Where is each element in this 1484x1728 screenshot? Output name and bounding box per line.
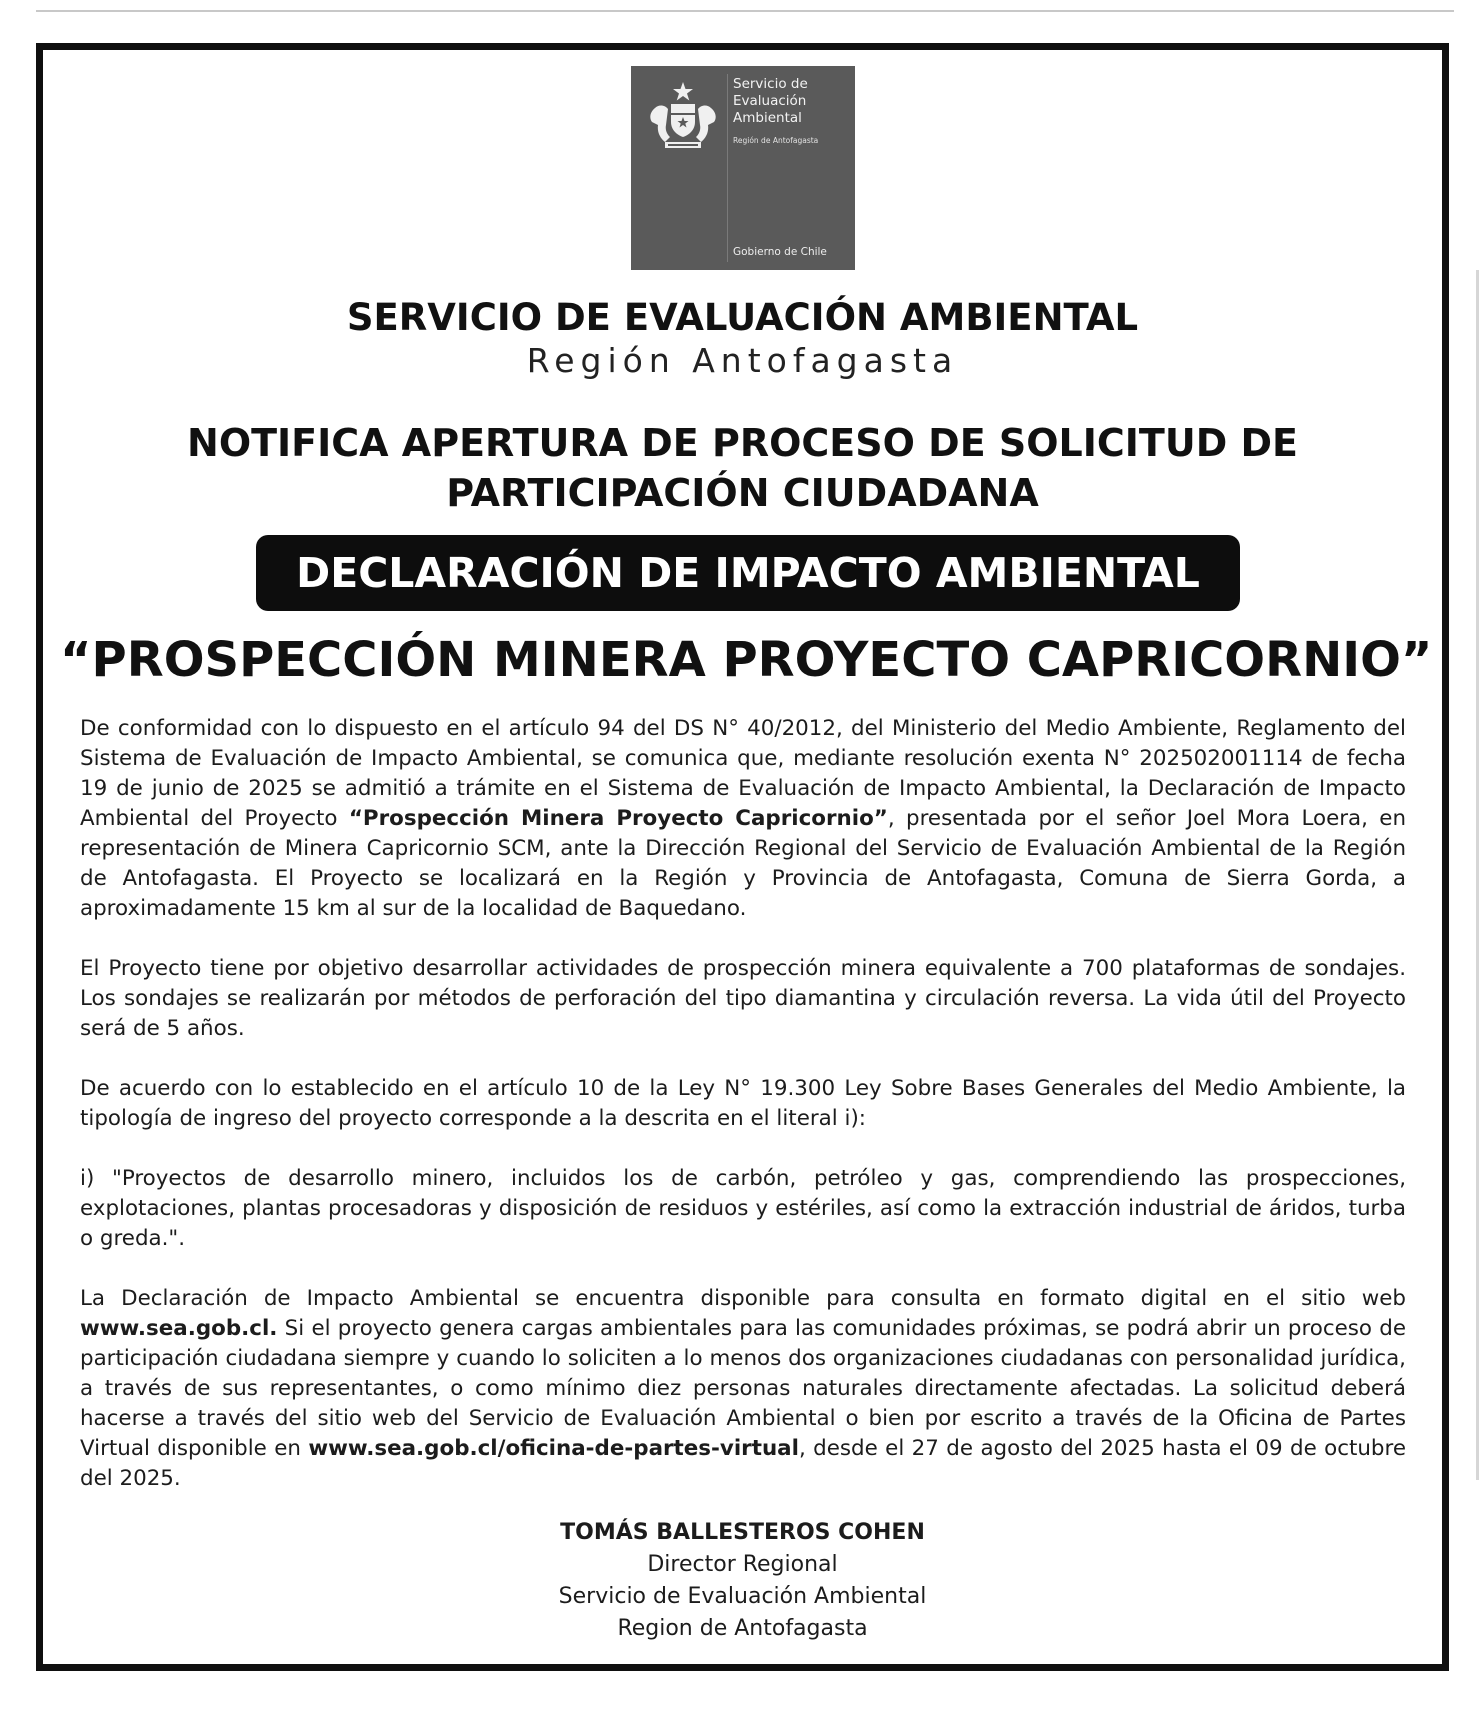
paragraph-admission-text-start: De conformidad con lo dispuesto en el artículo 94 del DS N° 40/2012, del Ministerio del Medio Ambiente, Reglamento del Sistema de Evaluación de Impacto Ambiental, se comunica que, mediante resolución exenta N° 202502001114 de fecha 19 de junio de 2025 se admitió a trámite en el Sistema de Evaluación de Impacto Ambiental, la Declaración de Impacto Ambiental del Proyecto: [80, 716, 1406, 831]
signatory-role: Director Regional: [647, 1552, 838, 1577]
signatory-region: Region de Antofagasta: [617, 1616, 868, 1641]
signature-block: [400, 1517, 1085, 1645]
logo-line-1: Servicio de: [733, 76, 808, 92]
paragraph-admission-text-end: , presentada por el señor Joel Mora Loera, en representación de Minera Capricornio SCM, ante la Dirección Regional del Servicio de Evaluación Ambiental de la Región de Antofagasta. El Proyecto se localizará en la Región y Provincia de Antofagasta, Comuna de Sierra Gorda, a aproximadamente 15 km al sur de la localidad de Baquedano.: [80, 806, 1407, 921]
logo-divider: [727, 74, 728, 262]
paragraph-admission: [80, 714, 1406, 924]
declaration-banner: DECLARACIÓN DE IMPACTO AMBIENTAL: [256, 535, 1240, 611]
top-divider: [36, 10, 1454, 12]
virtual-office-link[interactable]: www.sea.gob.cl/oficina-de-partes-virtual: [308, 1436, 799, 1461]
paragraph-availability: [80, 1284, 1406, 1494]
logo-wordmark: [733, 76, 851, 127]
paragraph-availability-text-middle: Si el proyecto genera cargas ambientales para las comunidades próximas, se podrá abrir un proceso de participación ciudadana siempre y cuando lo soliciten a lo menos dos organizaciones ciudadanas con personalidad jurídica, a través de sus representantes, o como mínimo diez personas naturales directamente afectadas. La solicitud deberá hacerse a través del sitio web del Servicio de Evaluación Ambiental o bien por escrito a través de la Oficina de Partes Virtual disponible en: [80, 1316, 1406, 1461]
paragraph-objective: El Proyecto tiene por objetivo desarrollar actividades de prospección minera equivalente a 700 plataformas de sondajes. Los sondajes se realizarán por métodos de perforación del tipo diamantina y circulación reversa. La vida útil del Proyecto será de 5 años.: [80, 956, 1406, 1041]
project-name-bold: “Prospección Minera Proyecto Capricornio”: [348, 806, 888, 831]
logo-government: Gobierno de Chile: [733, 246, 827, 258]
paragraph-availability-text-start: La Declaración de Impacto Ambiental se encuentra disponible para consulta en formato digital en el sitio web: [80, 1286, 1406, 1311]
organization-region: Región Antofagasta: [526, 341, 959, 380]
logo-region: Región de Antofagasta: [733, 136, 819, 145]
signatory-name: TOMÁS BALLESTEROS COHEN: [560, 1520, 925, 1545]
project-title: “PROSPECCIÓN MINERA PROYECTO CAPRICORNIO”: [60, 632, 1433, 688]
logo-line-2: Evaluación: [733, 93, 807, 109]
logo-line-3: Ambiental: [733, 110, 802, 126]
page-edge-line: [1476, 270, 1479, 1480]
paragraph-availability-text-end: , desde el 27 de agosto del 2025 hasta el 09 de octubre del 2025.: [80, 1436, 1406, 1491]
paragraph-literal-i: i) "Proyectos de desarrollo minero, incluidos los de carbón, petróleo y gas, comprendiendo las prospecciones, explotaciones, plantas procesadoras y disposición de residuos y estériles, así como la extracción industrial de áridos, turba o greda.".: [80, 1166, 1406, 1251]
organization-name: SERVICIO DE EVALUACIÓN AMBIENTAL: [346, 296, 1139, 339]
sea-logo: [631, 66, 855, 270]
notice-title-line-2: PARTICIPACIÓN CIUDADANA: [446, 471, 1039, 515]
chile-coat-of-arms-icon: [643, 78, 723, 154]
signatory-organization: Servicio de Evaluación Ambiental: [558, 1584, 927, 1609]
sea-website-link[interactable]: www.sea.gob.cl.: [80, 1316, 278, 1341]
notice-title-line-1: NOTIFICA APERTURA DE PROCESO DE SOLICITUD DE: [187, 421, 1298, 465]
paragraph-legal-basis: De acuerdo con lo establecido en el artículo 10 de la Ley N° 19.300 Ley Sobre Bases Generales del Medio Ambiente, la tipología de ingreso del proyecto corresponde a la descrita en el literal i):: [80, 1076, 1406, 1131]
notice-title: [60, 418, 1425, 518]
